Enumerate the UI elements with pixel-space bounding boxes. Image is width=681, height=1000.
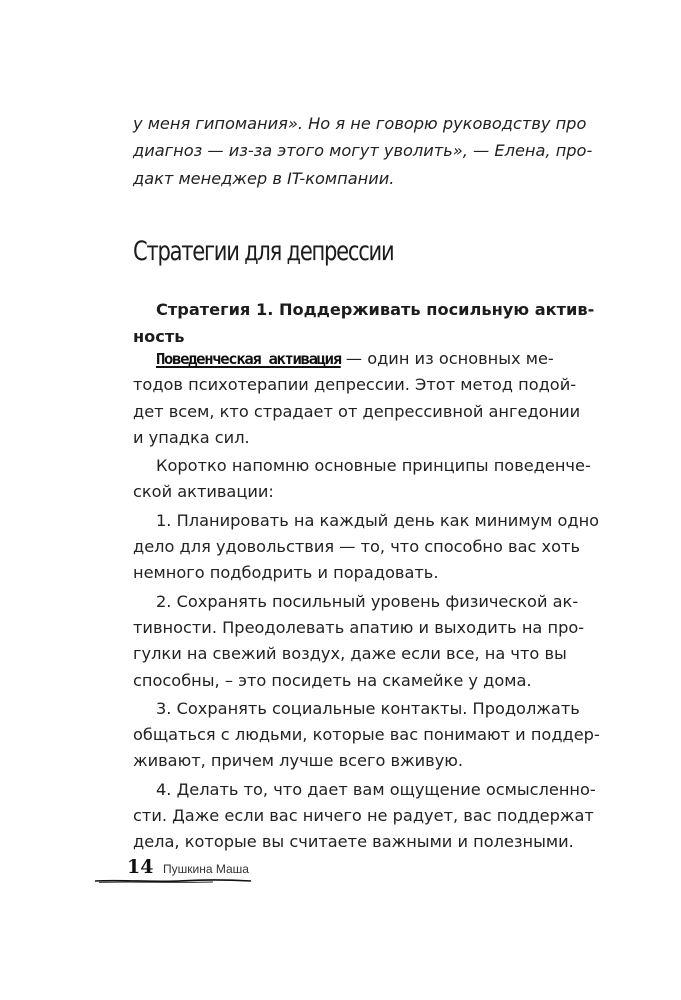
- paragraph-line: Коротко напомню основные принципы поведенче-: [156, 456, 591, 476]
- paragraph-line: [133, 346, 599, 372]
- list-item-line: сти. Даже если вас ничего не радует, вас поддержат: [133, 806, 594, 826]
- section-title: Стратегии для депрессии: [133, 236, 394, 267]
- strategy-title: [133, 296, 600, 350]
- paragraph-line: тодов психотерапии депрессии. Этот метод подой-: [133, 375, 577, 395]
- list-item-line: гулки на свежий воздух, даже если все, на что вы: [133, 644, 567, 664]
- paragraph-text: — один из основных ме-: [340, 349, 554, 368]
- paragraph-line: и упадка сил.: [133, 427, 250, 447]
- list-item-line: дело для удовольствия — то, что способно вас хоть: [133, 537, 581, 557]
- body-text: [133, 346, 599, 856]
- footer-rule: [93, 878, 253, 884]
- page-footer: [93, 856, 393, 886]
- paragraph-line: ской активации:: [133, 482, 274, 502]
- list-item-line: живают, причем лучше всего вживую.: [133, 751, 464, 771]
- quote-line: у меня гипомания». Но я не говорю руководству про: [133, 114, 587, 133]
- page-number: 14: [127, 856, 154, 878]
- author-name: Пушкина Маша: [163, 862, 249, 876]
- quote-line: дакт менеджер в IT-компании.: [133, 168, 395, 188]
- list-item-line: способны, – это посидеть на скамейке у дома.: [133, 670, 532, 690]
- paragraph-line: дет всем, кто страдает от депрессивной ангедонии: [133, 401, 581, 421]
- quote-line: диагноз — из-за этого могут уволить», — Елена, про-: [133, 141, 593, 161]
- quote-paragraph: [133, 110, 598, 192]
- list-item-line: тивности. Преодолевать апатию и выходить на про-: [133, 617, 585, 637]
- strategy-title-line: Стратегия 1. Поддерживать посильную актив-: [156, 300, 595, 319]
- list-item-line: 2. Сохранять посильный уровень физической ак-: [156, 591, 579, 611]
- list-item-line: 3. Сохранять социальные контакты. Продолжать: [156, 698, 580, 718]
- list-item-line: 1. Планировать на каждый день как минимум одно: [156, 510, 600, 530]
- list-item-line: дела, которые вы считаете важными и полезными.: [133, 832, 574, 852]
- strategy-title-line: ность: [133, 327, 185, 346]
- list-item-line: немного подбодрить и порадовать.: [133, 563, 439, 583]
- key-term: Поведенческая активация: [156, 350, 341, 368]
- list-item-line: 4. Делать то, что дает вам ощущение осмысленно-: [156, 779, 596, 799]
- list-item-line: общаться с людьми, которые вас понимают и поддер-: [133, 725, 600, 745]
